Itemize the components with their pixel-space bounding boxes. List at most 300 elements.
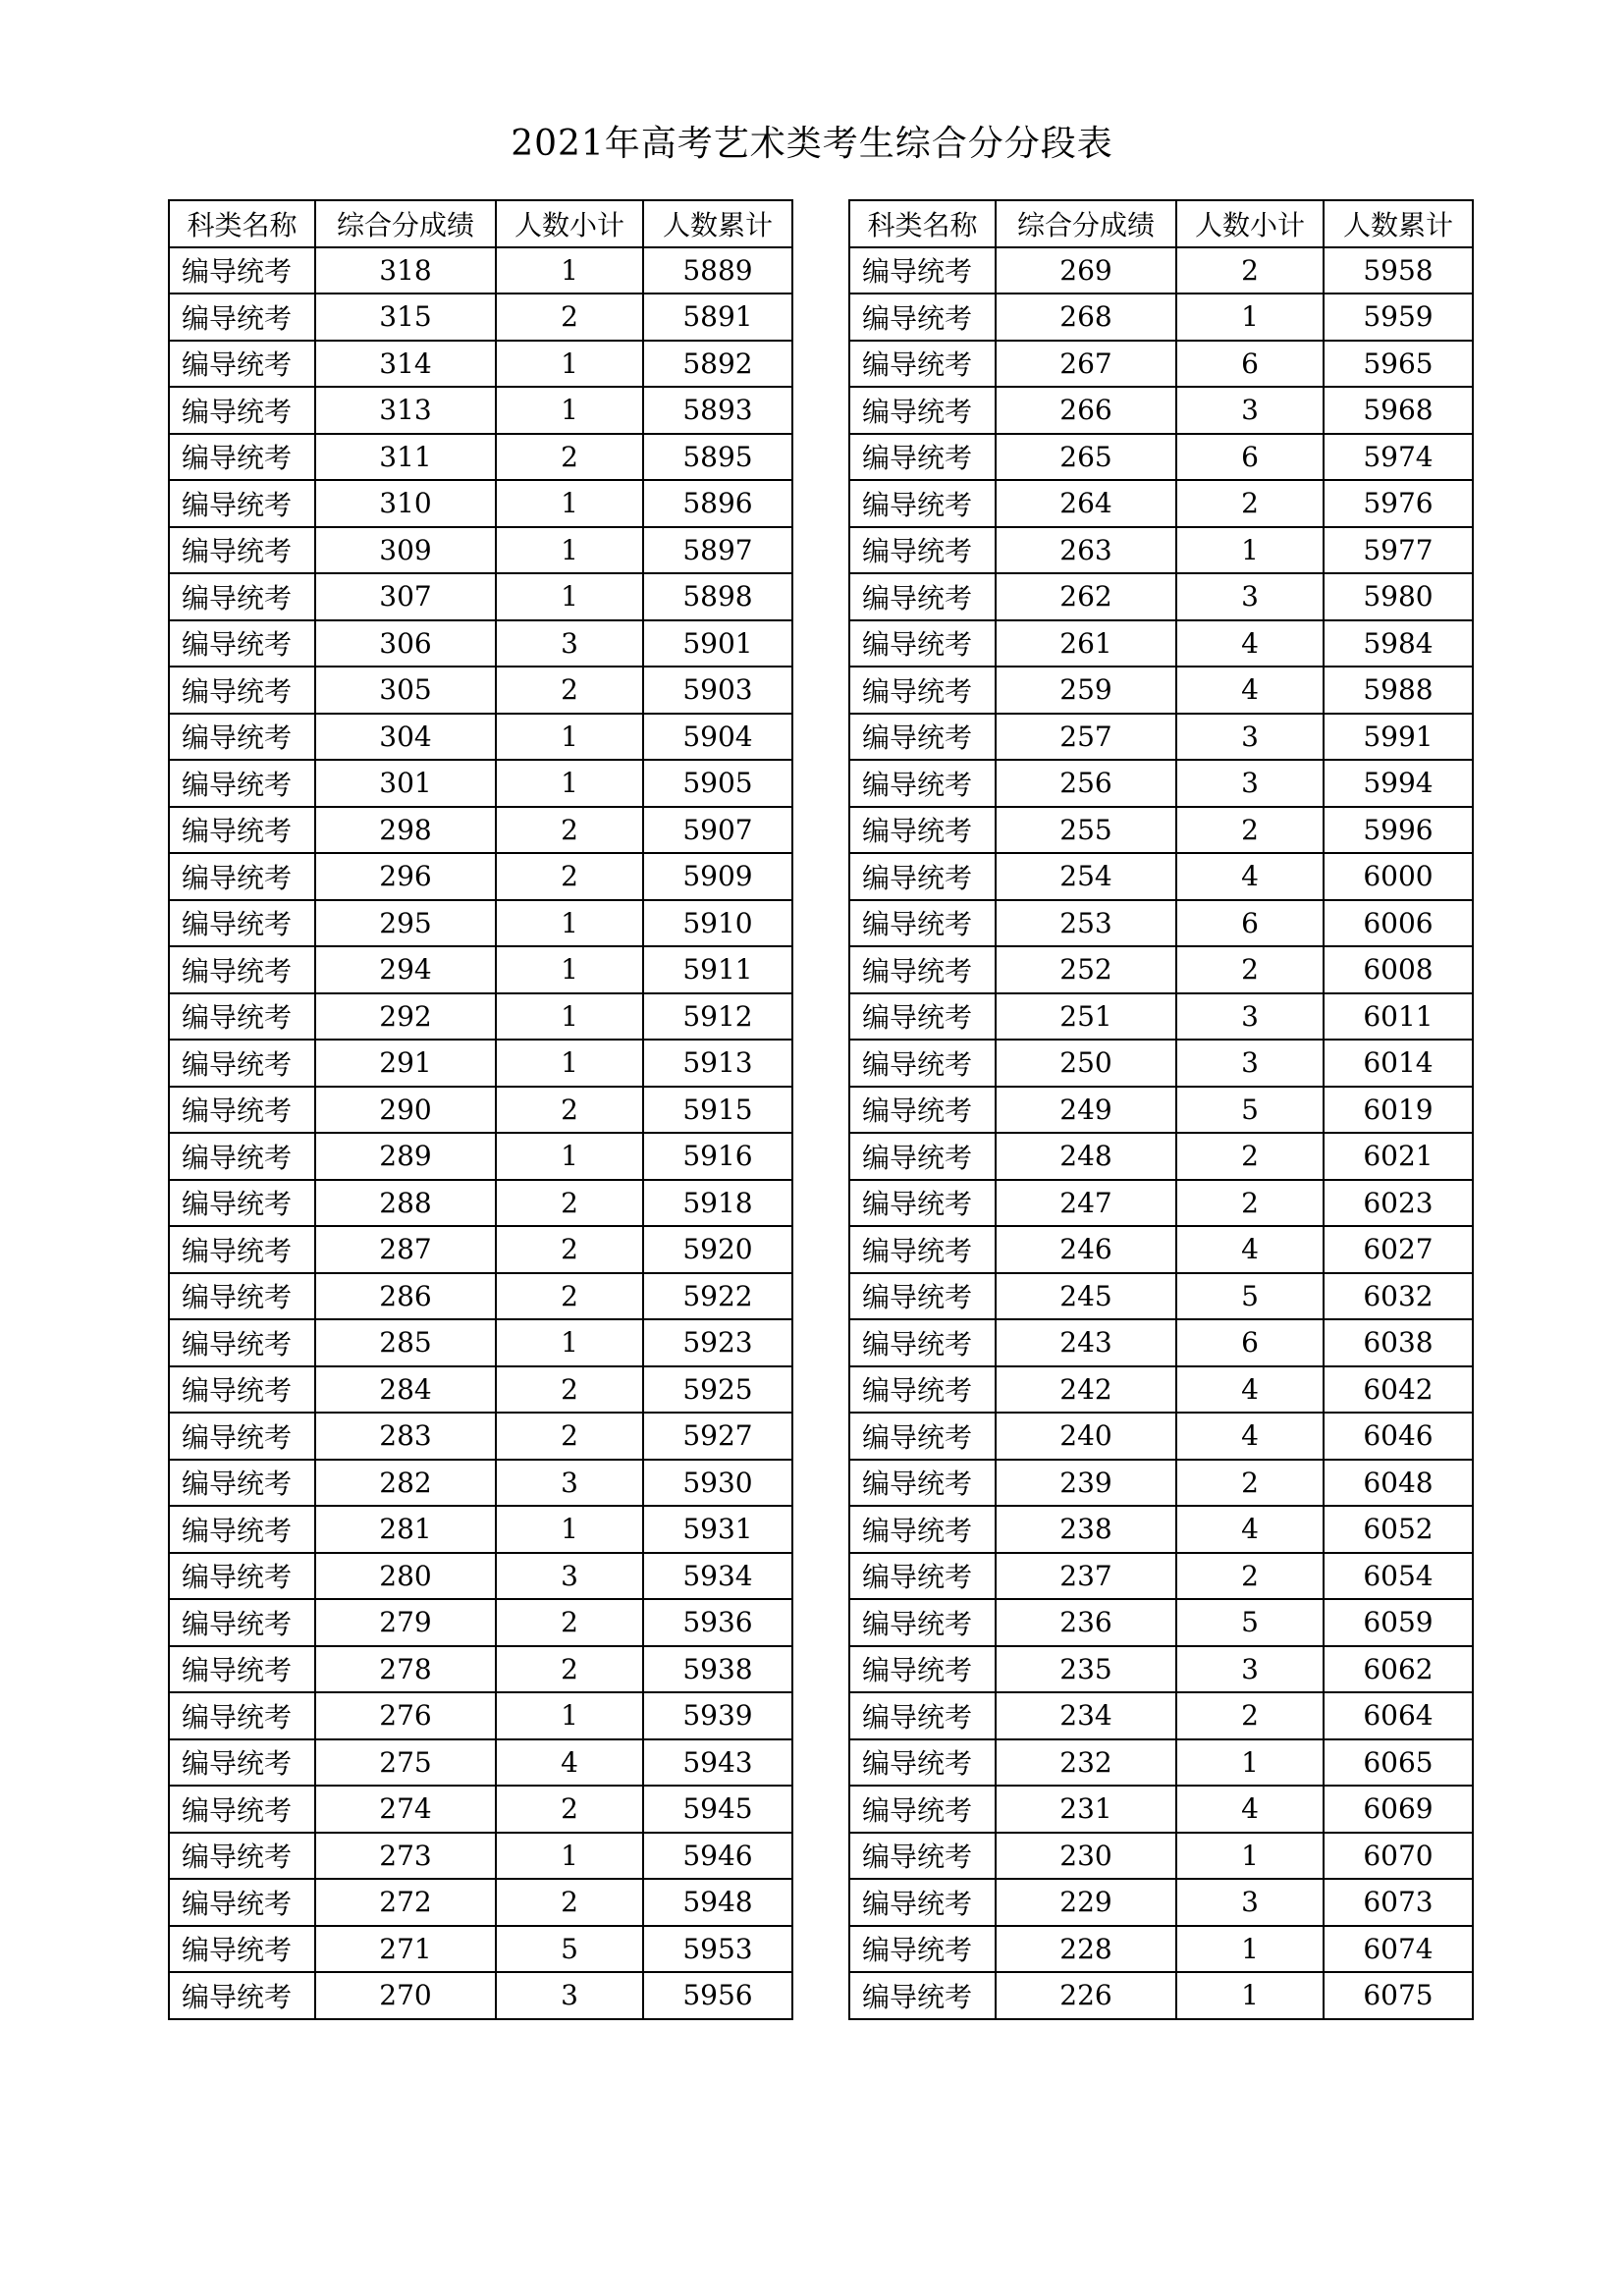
cell-score: 255 bbox=[996, 807, 1176, 854]
header-row bbox=[169, 200, 792, 247]
cell-cumulative: 5901 bbox=[643, 620, 792, 667]
cell-count: 1 bbox=[496, 387, 643, 434]
header-score: 综合分成绩 bbox=[315, 200, 496, 247]
cell-cumulative: 5907 bbox=[643, 807, 792, 854]
cell-cumulative: 5946 bbox=[643, 1833, 792, 1880]
cell-count: 3 bbox=[1176, 1646, 1324, 1693]
cell-cumulative: 5927 bbox=[643, 1413, 792, 1460]
cell-cumulative: 5934 bbox=[643, 1553, 792, 1600]
cell-cumulative: 5948 bbox=[643, 1879, 792, 1926]
cell-count: 4 bbox=[1176, 1506, 1324, 1553]
cell-count: 3 bbox=[1176, 714, 1324, 761]
table-row bbox=[169, 1599, 792, 1646]
cell-count: 1 bbox=[1176, 1739, 1324, 1787]
cell-cumulative: 6000 bbox=[1324, 853, 1473, 900]
cell-category: 编导统考 bbox=[169, 667, 315, 714]
cell-category: 编导统考 bbox=[849, 341, 996, 388]
table-row bbox=[849, 247, 1473, 294]
cell-category: 编导统考 bbox=[849, 1319, 996, 1366]
cell-score: 259 bbox=[996, 667, 1176, 714]
cell-cumulative: 6014 bbox=[1324, 1040, 1473, 1087]
cell-cumulative: 6032 bbox=[1324, 1273, 1473, 1320]
cell-score: 311 bbox=[315, 434, 496, 481]
cell-count: 2 bbox=[496, 1087, 643, 1134]
cell-category: 编导统考 bbox=[169, 1786, 315, 1833]
cell-count: 1 bbox=[496, 900, 643, 947]
cell-count: 2 bbox=[1176, 946, 1324, 993]
table-row bbox=[169, 900, 792, 947]
cell-cumulative: 6011 bbox=[1324, 993, 1473, 1041]
cell-cumulative: 6059 bbox=[1324, 1599, 1473, 1646]
cell-score: 232 bbox=[996, 1739, 1176, 1787]
cell-count: 4 bbox=[1176, 1226, 1324, 1273]
cell-score: 286 bbox=[315, 1273, 496, 1320]
cell-score: 251 bbox=[996, 993, 1176, 1041]
cell-category: 编导统考 bbox=[849, 1133, 996, 1180]
cell-count: 2 bbox=[496, 667, 643, 714]
cell-count: 2 bbox=[1176, 480, 1324, 527]
table-row bbox=[169, 294, 792, 341]
cell-category: 编导统考 bbox=[169, 1133, 315, 1180]
table-header bbox=[849, 200, 1473, 247]
cell-cumulative: 6075 bbox=[1324, 1972, 1473, 2019]
table-row bbox=[849, 1739, 1473, 1787]
cell-category: 编导统考 bbox=[849, 1040, 996, 1087]
cell-category: 编导统考 bbox=[849, 760, 996, 807]
table-row bbox=[849, 1319, 1473, 1366]
cell-category: 编导统考 bbox=[169, 1087, 315, 1134]
cell-score: 243 bbox=[996, 1319, 1176, 1366]
cell-count: 2 bbox=[496, 1273, 643, 1320]
cell-cumulative: 5904 bbox=[643, 714, 792, 761]
table-row bbox=[169, 1319, 792, 1366]
cell-category: 编导统考 bbox=[169, 1646, 315, 1693]
cell-cumulative: 6069 bbox=[1324, 1786, 1473, 1833]
cell-category: 编导统考 bbox=[169, 1926, 315, 1973]
table-row bbox=[169, 1460, 792, 1507]
cell-count: 3 bbox=[1176, 1040, 1324, 1087]
table-row bbox=[849, 1460, 1473, 1507]
cell-category: 编导统考 bbox=[849, 1087, 996, 1134]
cell-category: 编导统考 bbox=[849, 1553, 996, 1600]
cell-cumulative: 5912 bbox=[643, 993, 792, 1041]
cell-category: 编导统考 bbox=[169, 993, 315, 1041]
cell-count: 4 bbox=[1176, 1786, 1324, 1833]
header-score: 综合分成绩 bbox=[996, 200, 1176, 247]
cell-category: 编导统考 bbox=[849, 1739, 996, 1787]
cell-category: 编导统考 bbox=[849, 1599, 996, 1646]
cell-score: 270 bbox=[315, 1972, 496, 2019]
cell-category: 编导统考 bbox=[169, 1180, 315, 1227]
cell-category: 编导统考 bbox=[169, 1879, 315, 1926]
cell-category: 编导统考 bbox=[169, 1692, 315, 1739]
header-count: 人数小计 bbox=[496, 200, 643, 247]
cell-cumulative: 5956 bbox=[643, 1972, 792, 2019]
table-row bbox=[169, 1180, 792, 1227]
cell-cumulative: 6008 bbox=[1324, 946, 1473, 993]
cell-count: 6 bbox=[1176, 1319, 1324, 1366]
cell-score: 264 bbox=[996, 480, 1176, 527]
table-row bbox=[169, 527, 792, 574]
cell-cumulative: 6054 bbox=[1324, 1553, 1473, 1600]
cell-category: 编导统考 bbox=[849, 1506, 996, 1553]
cell-category: 编导统考 bbox=[169, 573, 315, 620]
cell-score: 268 bbox=[996, 294, 1176, 341]
table-row bbox=[849, 900, 1473, 947]
cell-category: 编导统考 bbox=[849, 1926, 996, 1973]
table-row bbox=[169, 247, 792, 294]
cell-count: 4 bbox=[1176, 620, 1324, 667]
cell-category: 编导统考 bbox=[169, 946, 315, 993]
cell-cumulative: 5980 bbox=[1324, 573, 1473, 620]
cell-score: 272 bbox=[315, 1879, 496, 1926]
header-row bbox=[849, 200, 1473, 247]
cell-score: 279 bbox=[315, 1599, 496, 1646]
cell-count: 2 bbox=[1176, 1460, 1324, 1507]
cell-category: 编导统考 bbox=[849, 714, 996, 761]
cell-cumulative: 5974 bbox=[1324, 434, 1473, 481]
cell-category: 编导统考 bbox=[849, 247, 996, 294]
cell-count: 2 bbox=[1176, 1553, 1324, 1600]
table-row bbox=[169, 993, 792, 1041]
cell-cumulative: 5910 bbox=[643, 900, 792, 947]
cell-category: 编导统考 bbox=[169, 1553, 315, 1600]
cell-category: 编导统考 bbox=[169, 1506, 315, 1553]
cell-cumulative: 5925 bbox=[643, 1366, 792, 1414]
cell-category: 编导统考 bbox=[849, 853, 996, 900]
table-row bbox=[169, 667, 792, 714]
cell-count: 3 bbox=[496, 1553, 643, 1600]
cell-category: 编导统考 bbox=[169, 1833, 315, 1880]
cell-cumulative: 5898 bbox=[643, 573, 792, 620]
cell-count: 1 bbox=[496, 1692, 643, 1739]
cell-category: 编导统考 bbox=[169, 807, 315, 854]
cell-score: 288 bbox=[315, 1180, 496, 1227]
cell-category: 编导统考 bbox=[169, 760, 315, 807]
cell-count: 1 bbox=[1176, 527, 1324, 574]
cell-score: 253 bbox=[996, 900, 1176, 947]
cell-count: 2 bbox=[1176, 1133, 1324, 1180]
cell-cumulative: 5930 bbox=[643, 1460, 792, 1507]
cell-score: 296 bbox=[315, 853, 496, 900]
table-row bbox=[169, 760, 792, 807]
cell-category: 编导统考 bbox=[849, 527, 996, 574]
table-row bbox=[849, 667, 1473, 714]
cell-category: 编导统考 bbox=[849, 667, 996, 714]
header-cumulative: 人数累计 bbox=[1324, 200, 1473, 247]
cell-cumulative: 6062 bbox=[1324, 1646, 1473, 1693]
cell-cumulative: 5988 bbox=[1324, 667, 1473, 714]
cell-cumulative: 5915 bbox=[643, 1087, 792, 1134]
cell-cumulative: 5913 bbox=[643, 1040, 792, 1087]
cell-score: 307 bbox=[315, 573, 496, 620]
cell-count: 2 bbox=[496, 1646, 643, 1693]
table-row bbox=[169, 1226, 792, 1273]
table-row bbox=[849, 1926, 1473, 1973]
cell-count: 2 bbox=[496, 1879, 643, 1926]
cell-count: 3 bbox=[1176, 387, 1324, 434]
page-title: 2021年高考艺术类考生综合分分段表 bbox=[511, 124, 1113, 164]
cell-score: 235 bbox=[996, 1646, 1176, 1693]
table-row bbox=[169, 1972, 792, 2019]
table-row bbox=[849, 1366, 1473, 1414]
table-row bbox=[849, 1692, 1473, 1739]
cell-cumulative: 5922 bbox=[643, 1273, 792, 1320]
table-row bbox=[849, 620, 1473, 667]
cell-score: 249 bbox=[996, 1087, 1176, 1134]
cell-category: 编导统考 bbox=[849, 1273, 996, 1320]
cell-score: 261 bbox=[996, 620, 1176, 667]
table-row bbox=[169, 1553, 792, 1600]
cell-category: 编导统考 bbox=[849, 434, 996, 481]
cell-score: 281 bbox=[315, 1506, 496, 1553]
cell-count: 1 bbox=[496, 480, 643, 527]
cell-count: 1 bbox=[496, 1133, 643, 1180]
table-row bbox=[849, 1972, 1473, 2019]
cell-count: 2 bbox=[1176, 1180, 1324, 1227]
table-row bbox=[849, 946, 1473, 993]
cell-cumulative: 6052 bbox=[1324, 1506, 1473, 1553]
cell-count: 6 bbox=[1176, 900, 1324, 947]
table-row bbox=[169, 946, 792, 993]
cell-count: 3 bbox=[1176, 1879, 1324, 1926]
table-row bbox=[849, 1273, 1473, 1320]
cell-category: 编导统考 bbox=[169, 527, 315, 574]
table-row bbox=[849, 1646, 1473, 1693]
table-row bbox=[169, 1833, 792, 1880]
cell-category: 编导统考 bbox=[849, 1226, 996, 1273]
cell-cumulative: 5931 bbox=[643, 1506, 792, 1553]
table-row bbox=[169, 1926, 792, 1973]
table-row bbox=[849, 853, 1473, 900]
cell-count: 2 bbox=[496, 1180, 643, 1227]
cell-count: 4 bbox=[1176, 667, 1324, 714]
cell-count: 4 bbox=[1176, 853, 1324, 900]
cell-cumulative: 6065 bbox=[1324, 1739, 1473, 1787]
cell-cumulative: 5905 bbox=[643, 760, 792, 807]
cell-score: 291 bbox=[315, 1040, 496, 1087]
cell-count: 1 bbox=[496, 946, 643, 993]
cell-score: 305 bbox=[315, 667, 496, 714]
score-table-left bbox=[168, 199, 793, 2020]
cell-score: 226 bbox=[996, 1972, 1176, 2019]
header-count: 人数小计 bbox=[1176, 200, 1324, 247]
table-row bbox=[169, 1786, 792, 1833]
cell-cumulative: 6006 bbox=[1324, 900, 1473, 947]
cell-cumulative: 5897 bbox=[643, 527, 792, 574]
cell-category: 编导统考 bbox=[169, 1972, 315, 2019]
cell-cumulative: 5958 bbox=[1324, 247, 1473, 294]
cell-count: 2 bbox=[496, 1366, 643, 1414]
table-row bbox=[169, 387, 792, 434]
cell-score: 250 bbox=[996, 1040, 1176, 1087]
cell-score: 236 bbox=[996, 1599, 1176, 1646]
cell-score: 294 bbox=[315, 946, 496, 993]
cell-score: 271 bbox=[315, 1926, 496, 1973]
table-row bbox=[849, 760, 1473, 807]
score-table-right bbox=[848, 199, 1474, 2020]
cell-cumulative: 6038 bbox=[1324, 1319, 1473, 1366]
cell-category: 编导统考 bbox=[849, 620, 996, 667]
table-row bbox=[169, 1646, 792, 1693]
table-row bbox=[849, 1833, 1473, 1880]
cell-cumulative: 5891 bbox=[643, 294, 792, 341]
cell-category: 编导统考 bbox=[169, 387, 315, 434]
cell-score: 301 bbox=[315, 760, 496, 807]
table-row bbox=[169, 1273, 792, 1320]
cell-cumulative: 6019 bbox=[1324, 1087, 1473, 1134]
cell-category: 编导统考 bbox=[169, 1599, 315, 1646]
cell-cumulative: 6048 bbox=[1324, 1460, 1473, 1507]
cell-count: 2 bbox=[496, 1226, 643, 1273]
cell-category: 编导统考 bbox=[849, 1833, 996, 1880]
cell-category: 编导统考 bbox=[169, 1226, 315, 1273]
cell-category: 编导统考 bbox=[169, 620, 315, 667]
cell-cumulative: 5903 bbox=[643, 667, 792, 714]
table-row bbox=[169, 853, 792, 900]
cell-count: 2 bbox=[1176, 807, 1324, 854]
cell-cumulative: 5889 bbox=[643, 247, 792, 294]
cell-cumulative: 5991 bbox=[1324, 714, 1473, 761]
cell-category: 编导统考 bbox=[169, 434, 315, 481]
cell-count: 1 bbox=[496, 573, 643, 620]
cell-score: 282 bbox=[315, 1460, 496, 1507]
cell-cumulative: 5892 bbox=[643, 341, 792, 388]
cell-count: 3 bbox=[1176, 993, 1324, 1041]
cell-score: 256 bbox=[996, 760, 1176, 807]
cell-score: 292 bbox=[315, 993, 496, 1041]
table-row bbox=[849, 1180, 1473, 1227]
cell-score: 280 bbox=[315, 1553, 496, 1600]
header-cumulative: 人数累计 bbox=[643, 200, 792, 247]
cell-score: 254 bbox=[996, 853, 1176, 900]
cell-count: 1 bbox=[496, 1319, 643, 1366]
table-row bbox=[849, 1040, 1473, 1087]
cell-category: 编导统考 bbox=[849, 1180, 996, 1227]
cell-category: 编导统考 bbox=[849, 387, 996, 434]
cell-score: 269 bbox=[996, 247, 1176, 294]
table-row bbox=[849, 1786, 1473, 1833]
cell-count: 2 bbox=[496, 853, 643, 900]
table-row bbox=[169, 1366, 792, 1414]
table-row bbox=[849, 294, 1473, 341]
cell-score: 274 bbox=[315, 1786, 496, 1833]
cell-score: 252 bbox=[996, 946, 1176, 993]
cell-category: 编导统考 bbox=[169, 1460, 315, 1507]
table-row bbox=[849, 1506, 1473, 1553]
cell-score: 273 bbox=[315, 1833, 496, 1880]
cell-score: 314 bbox=[315, 341, 496, 388]
cell-cumulative: 6064 bbox=[1324, 1692, 1473, 1739]
cell-cumulative: 5976 bbox=[1324, 480, 1473, 527]
cell-count: 5 bbox=[1176, 1599, 1324, 1646]
cell-category: 编导统考 bbox=[849, 1879, 996, 1926]
cell-score: 257 bbox=[996, 714, 1176, 761]
table-row bbox=[849, 1226, 1473, 1273]
cell-cumulative: 5895 bbox=[643, 434, 792, 481]
cell-count: 1 bbox=[496, 1506, 643, 1553]
cell-cumulative: 6042 bbox=[1324, 1366, 1473, 1414]
table-row bbox=[169, 1413, 792, 1460]
cell-cumulative: 6074 bbox=[1324, 1926, 1473, 1973]
cell-count: 2 bbox=[496, 434, 643, 481]
cell-score: 287 bbox=[315, 1226, 496, 1273]
cell-category: 编导统考 bbox=[169, 247, 315, 294]
cell-category: 编导统考 bbox=[849, 480, 996, 527]
cell-count: 5 bbox=[496, 1926, 643, 1973]
cell-cumulative: 5938 bbox=[643, 1646, 792, 1693]
cell-category: 编导统考 bbox=[169, 1413, 315, 1460]
cell-category: 编导统考 bbox=[169, 853, 315, 900]
cell-score: 285 bbox=[315, 1319, 496, 1366]
cell-cumulative: 5996 bbox=[1324, 807, 1473, 854]
cell-category: 编导统考 bbox=[169, 294, 315, 341]
cell-count: 3 bbox=[1176, 573, 1324, 620]
cell-category: 编导统考 bbox=[849, 1692, 996, 1739]
cell-cumulative: 5896 bbox=[643, 480, 792, 527]
header-category: 科类名称 bbox=[849, 200, 996, 247]
table-row bbox=[169, 480, 792, 527]
table-row bbox=[169, 1692, 792, 1739]
cell-category: 编导统考 bbox=[169, 1040, 315, 1087]
cell-cumulative: 5916 bbox=[643, 1133, 792, 1180]
table-row bbox=[169, 1739, 792, 1787]
cell-category: 编导统考 bbox=[849, 993, 996, 1041]
cell-cumulative: 5945 bbox=[643, 1786, 792, 1833]
cell-score: 290 bbox=[315, 1087, 496, 1134]
cell-cumulative: 5959 bbox=[1324, 294, 1473, 341]
cell-count: 1 bbox=[1176, 1926, 1324, 1973]
cell-score: 318 bbox=[315, 247, 496, 294]
cell-cumulative: 5977 bbox=[1324, 527, 1473, 574]
cell-cumulative: 6021 bbox=[1324, 1133, 1473, 1180]
cell-score: 237 bbox=[996, 1553, 1176, 1600]
cell-count: 5 bbox=[1176, 1273, 1324, 1320]
cell-count: 1 bbox=[496, 1040, 643, 1087]
table-row bbox=[169, 1879, 792, 1926]
table-row bbox=[849, 1553, 1473, 1600]
cell-count: 2 bbox=[1176, 1692, 1324, 1739]
cell-score: 267 bbox=[996, 341, 1176, 388]
cell-cumulative: 5920 bbox=[643, 1226, 792, 1273]
cell-score: 247 bbox=[996, 1180, 1176, 1227]
cell-score: 310 bbox=[315, 480, 496, 527]
cell-score: 313 bbox=[315, 387, 496, 434]
table-row bbox=[849, 714, 1473, 761]
cell-count: 4 bbox=[496, 1739, 643, 1787]
header-category: 科类名称 bbox=[169, 200, 315, 247]
cell-score: 262 bbox=[996, 573, 1176, 620]
cell-score: 309 bbox=[315, 527, 496, 574]
table-row bbox=[169, 573, 792, 620]
cell-count: 1 bbox=[496, 341, 643, 388]
cell-score: 228 bbox=[996, 1926, 1176, 1973]
table-row bbox=[169, 1506, 792, 1553]
cell-category: 编导统考 bbox=[849, 946, 996, 993]
cell-category: 编导统考 bbox=[169, 900, 315, 947]
cell-score: 278 bbox=[315, 1646, 496, 1693]
cell-score: 289 bbox=[315, 1133, 496, 1180]
cell-category: 编导统考 bbox=[169, 1366, 315, 1414]
table-row bbox=[849, 480, 1473, 527]
cell-score: 239 bbox=[996, 1460, 1176, 1507]
cell-score: 238 bbox=[996, 1506, 1176, 1553]
cell-score: 315 bbox=[315, 294, 496, 341]
cell-cumulative: 5893 bbox=[643, 387, 792, 434]
cell-category: 编导统考 bbox=[169, 1319, 315, 1366]
cell-count: 1 bbox=[496, 1833, 643, 1880]
cell-cumulative: 5943 bbox=[643, 1739, 792, 1787]
